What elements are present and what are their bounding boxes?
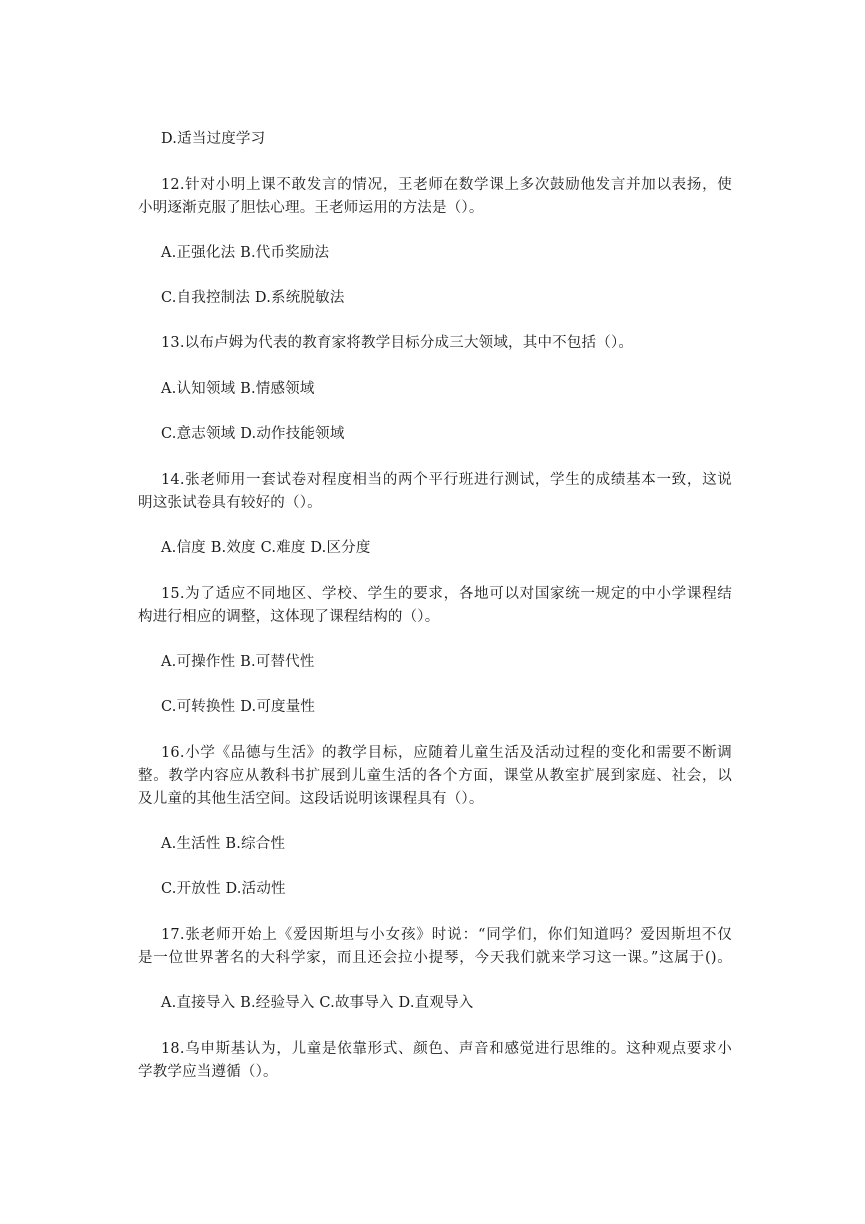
question-text: 小明逐渐克服了胆怯心理。王老师运用的方法是（）。 <box>138 200 484 216</box>
question-text: 是一位世界著名的大科学家，而且还会拉小提琴，今天我们就来学习这一课。”这属于()。 <box>138 950 732 966</box>
question-text: 17.张老师开始上《爱因斯坦与小女孩》时说：“同学们，你们知道吗？爱因斯坦不仅 <box>161 927 732 943</box>
option-line: A.认知领域 B.情感领域 <box>161 381 315 397</box>
question-text: 明这张试卷具有较好的（）。 <box>138 495 322 511</box>
option-line: D.适当过度学习 <box>161 131 266 147</box>
option-line: A.信度 B.效度 C.难度 D.区分度 <box>161 540 371 556</box>
option-line: C.开放性 D.活动性 <box>161 881 286 897</box>
option-line: C.意志领域 D.动作技能领域 <box>161 426 345 442</box>
question-text: 16.小学《品德与生活》的教学目标，应随着儿童生活及活动过程的变化和需要不断调 <box>161 745 732 761</box>
question-text: 13.以布卢姆为代表的教育家将教学目标分成三大领域，其中不包括（）。 <box>161 335 634 351</box>
question-text: 学教学应当遵循（）。 <box>138 1064 278 1080</box>
option-line: A.生活性 B.综合性 <box>161 836 286 852</box>
question-text: 18.乌申斯基认为，儿童是依靠形式、颜色、声音和感觉进行思维的。这种观点要求小 <box>161 1041 732 1057</box>
option-line: C.自我控制法 D.系统脱敏法 <box>161 290 345 306</box>
option-line: C.可转换性 D.可度量性 <box>161 699 316 715</box>
question-text: 整。教学内容应从教科书扩展到儿童生活的各个方面，课堂从教室扩展到家庭、社会，以 <box>138 768 732 784</box>
option-line: A.可操作性 B.可替代性 <box>161 654 315 670</box>
option-line: A.直接导入 B.经验导入 C.故事导入 D.直观导入 <box>161 995 474 1011</box>
question-text: 12.针对小明上课不敢发言的情况，王老师在数学课上多次鼓励他发言并加以表扬，使 <box>161 177 732 193</box>
question-text: 及儿童的其他生活空间。这段话说明该课程具有（）。 <box>138 791 484 807</box>
option-line: A.正强化法 B.代币奖励法 <box>161 245 330 261</box>
question-text: 14.张老师用一套试卷对程度相当的两个平行班进行测试，学生的成绩基本一致，这说 <box>161 472 732 488</box>
question-text: 15.为了适应不同地区、学校、学生的要求，各地可以对国家统一规定的中小学课程结 <box>161 586 732 602</box>
question-text: 构进行相应的调整，这体现了课程结构的（）。 <box>138 609 440 625</box>
